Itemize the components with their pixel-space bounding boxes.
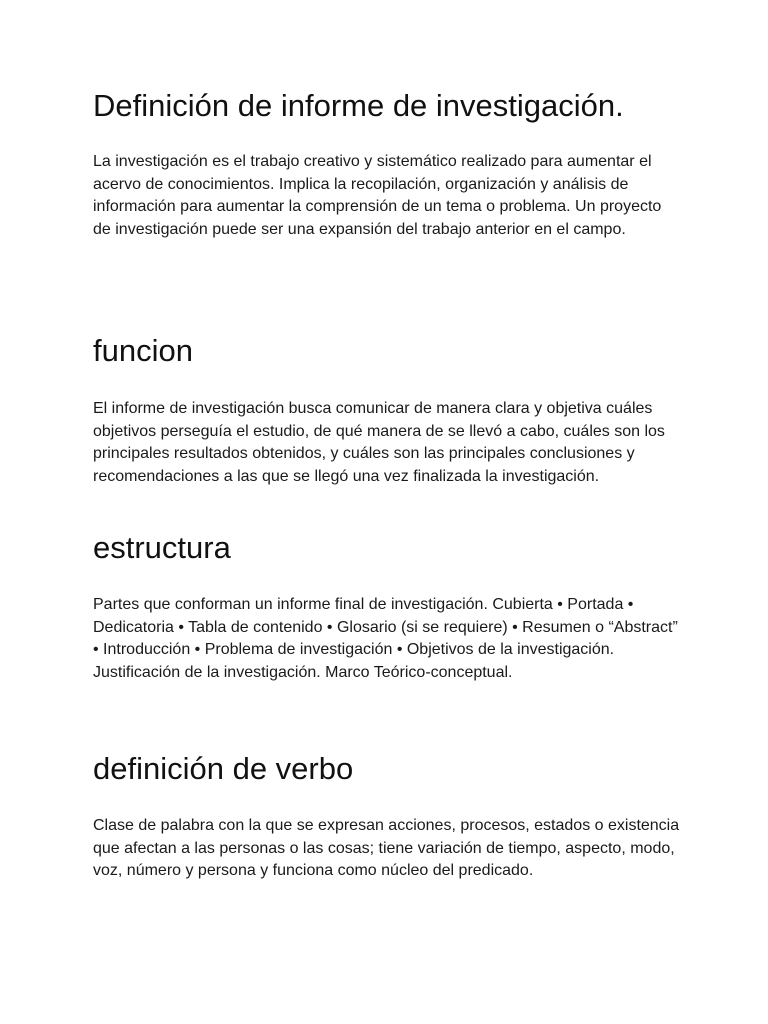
section-paragraph: Partes que conforman un informe final de investigación. Cubierta • Portada • Dedicatoria • Tabla de contenido • Glosario (si se requiere) • Resumen o “Abstract” • Introducción • Problema de investigación • Objetivos de la investigación. Justificación de la investigación. Marco Teórico-conceptual. — [93, 596, 678, 681]
section-definicion-verbo — [93, 750, 683, 883]
section-estructura — [93, 529, 683, 684]
section-heading: Definición de informe de investigación. — [93, 88, 624, 123]
section-heading: estructura — [93, 530, 231, 565]
section-heading: definición de verbo — [93, 751, 354, 786]
section-paragraph: El informe de investigación busca comunicar de manera clara y objetiva cuáles objetivos perseguía el estudio, de qué manera de se llevó a cabo, cuáles son los principales resultados obtenidos, y cuáles son las principales conclusiones y recomendaciones a las que se llegó una vez finalizada la investigación. — [93, 400, 665, 485]
section-definicion-informe — [93, 87, 683, 241]
section-funcion — [93, 332, 683, 488]
section-heading: funcion — [93, 333, 193, 368]
section-paragraph: La investigación es el trabajo creativo y sistemático realizado para aumentar el acervo de conocimientos. Implica la recopilación, organización y análisis de información para aumentar la comprensión de un tema o problema. Un proyecto de investigación puede ser una expansión del trabajo anterior en el campo. — [93, 153, 662, 238]
section-paragraph: Clase de palabra con la que se expresan acciones, procesos, estados o existencia que afectan a las personas o las cosas; tiene variación de tiempo, aspecto, modo, voz, número y persona y funciona como núcleo del predicado. — [93, 817, 680, 879]
